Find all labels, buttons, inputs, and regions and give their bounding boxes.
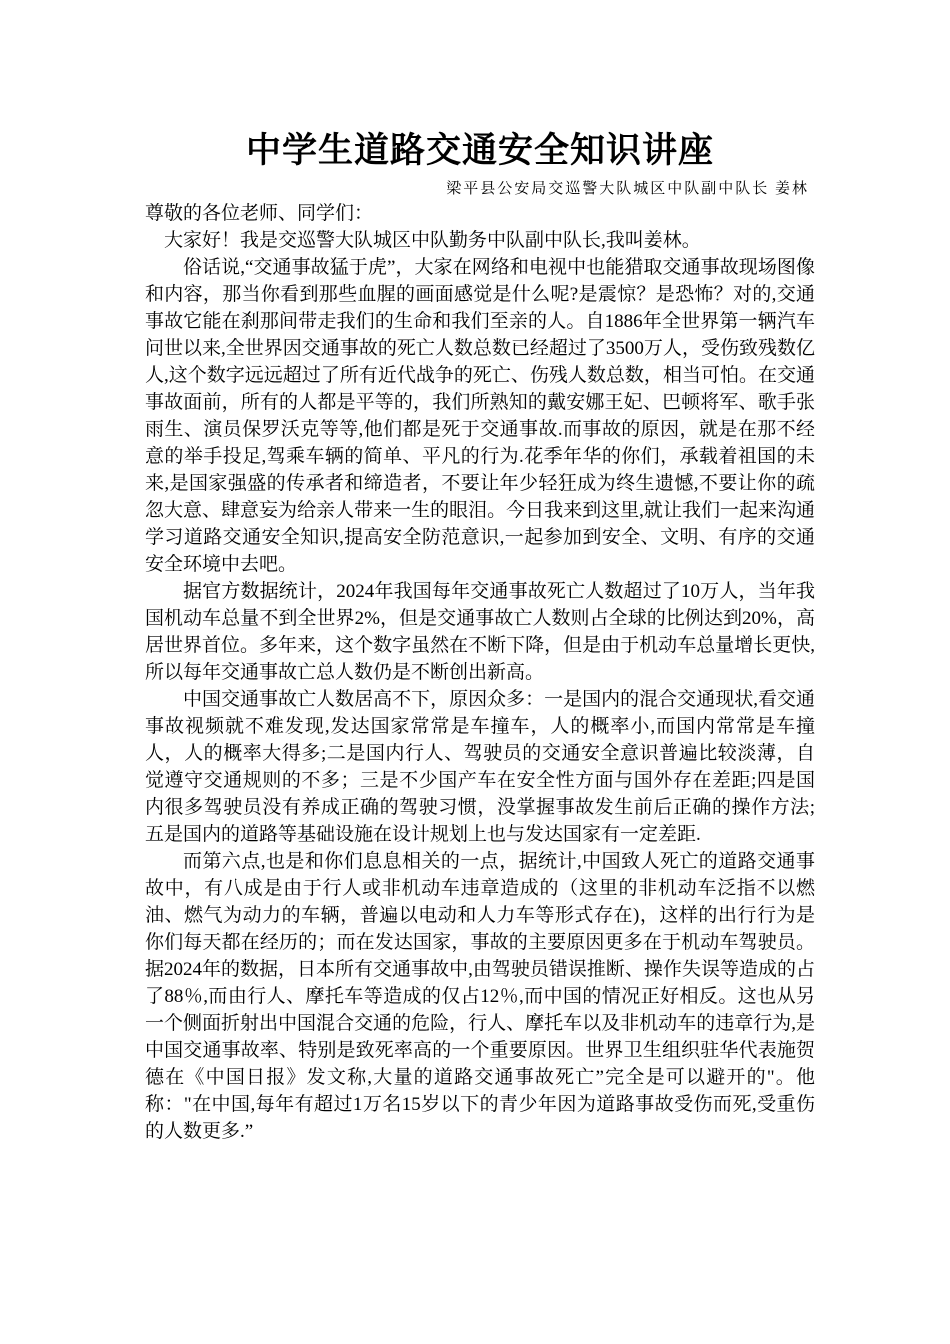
paragraph-proverb: 俗话说,“交通事故猛于虎”，大家在网络和电视中也能猎取交通事故现场图像和内容，那当你看到那些血腥的画面感觉是什么呢?是震惊？是恐怖？对的,交通事故它能在刹那间带走我们的生命和我们至亲的人。自1886年全世界第一辆汽车问世以来,全世界因交通事故的死亡人数总数已经超过了3500万人，受伤致残数亿人,这个数字远远超过了所有近代战争的死亡、伤残人数总数，相当可怕。在交通事故面前，所有的人都是平等的，我们所熟知的戴安娜王妃、巴顿将军、歌手张雨生、演员保罗沃克等等,他们都是死于交通事故.而事故的原因，就是在那不经意的举手投足,驾乘车辆的简单、平凡的行为.花季年华的你们，承载着祖国的未来,是国家强盛的传承者和缔造者，不要让年少轻狂成为终生遗憾,不要让你的疏忽大意、肆意妄为给亲人带来一生的眼泪。今日我来到这里,就让我们一起来沟通学习道路交通安全知识,提高安全防范意识,一起参加到安全、文明、有序的交通安全环境中去吧。 [145,257,815,575]
paragraph-introduction: 大家好！我是交巡警大队城区中队勤务中队副中队长,我叫姜林。 [164,230,701,251]
document-title: 中学生道路交通安全知识讲座 [245,131,714,171]
document-body [145,124,815,1145]
greeting-line: 尊敬的各位老师、同学们： [145,203,374,224]
paragraph-statistics: 据官方数据统计，2024年我国每年交通事故死亡人数超过了10万人，当年我国机动车总量不到全世界2%，但是交通事故亡人数则占全球的比例达到20%，高居世界首位。多年来，这个数字虽然在不断下降，但是由于机动车总量增长更快,所以每年交通事故亡总人数仍是不断创出新高。 [145,581,815,683]
paragraph-causes: 中国交通事故亡人数居高不下，原因众多：一是国内的混合交通现状,看交通事故视频就不难发现,发达国家常常是车撞车，人的概率小,而国内常常是车撞人，人的概率大得多;二是国内行人、驾驶员的交通安全意识普遍比较淡薄，自觉遵守交通规则的不多；三是不少国产车在安全性方面与国外存在差距;四是国内很多驾驶员没有养成正确的驾驶习惯，没掌握事故发生前后正确的操作方法;五是国内的道路等基础设施在设计规划上也与发达国家有一定差距. [145,689,815,845]
paragraph-sixth-point: 而第六点,也是和你们息息相关的一点，据统计,中国致人死亡的道路交通事故中，有八成是由于行人或非机动车违章造成的（这里的非机动车泛指不以燃油、燃气为动力的车辆，普遍以电动和人力车等形式存在)，这样的出行行为是你们每天都在经历的；而在发达国家，事故的主要原因更多在于机动车驾驶员。据2024年的数据，日本所有交通事故中,由驾驶员错误推断、操作失误等造成的占了88％,而由行人、摩托车等造成的仅占12％,而中国的情况正好相反。这也从另一个侧面折射出中国混合交通的危险，行人、摩托车以及非机动车的违章行为,是中国交通事故率、特别是致死率高的一个重要原因。世界卫生组织驻华代表施贺德在《中国日报》发文称,大量的道路交通事故死亡”完全是可以避开的"。他称："在中国,每年有超过1万名15岁以下的青少年因为道路事故受伤而死,受重伤的人数更多.” [145,851,815,1142]
author-byline: 梁平县公安局交巡警大队城区中队副中队长 姜林 [446,181,809,197]
